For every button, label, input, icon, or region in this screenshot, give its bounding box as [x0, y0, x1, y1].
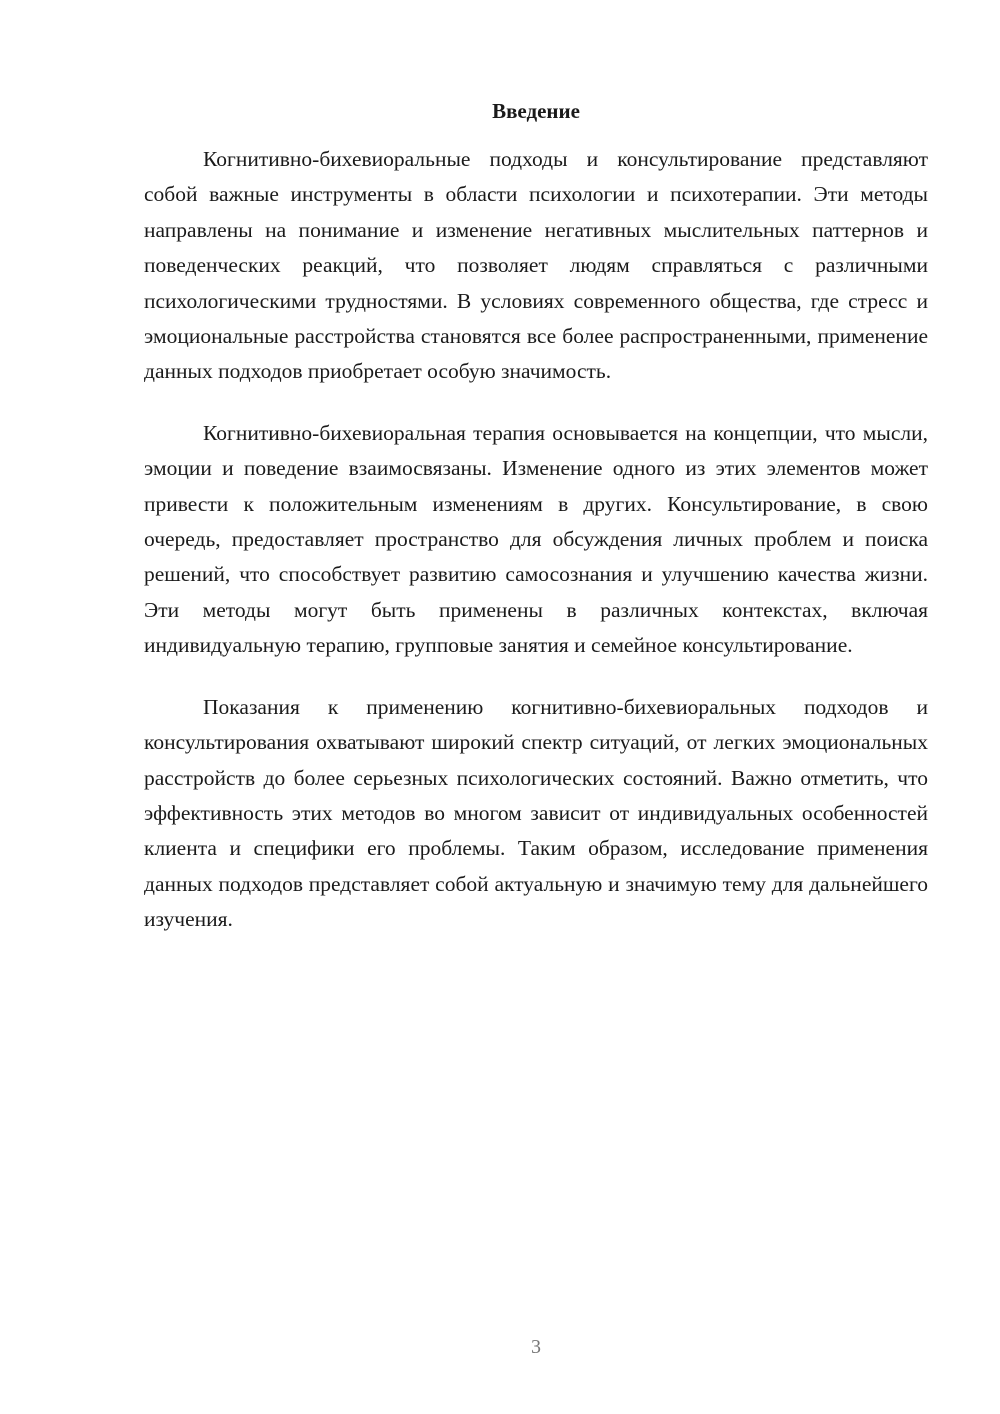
- paragraph-1: Когнитивно-бихевиоральные подходы и консультирование представляют собой важные инструменты в области психологии и психотерапии. Эти методы направлены на понимание и изменение негативных мыслительных паттернов и поведенческих реакций, что позволяет людям справляться с различными психологическими трудностями. В условиях современного общества, где стресс и эмоциональные расстройства становятся все более распространенными, применение данных подходов приобретает особую значимость.: [144, 147, 928, 384]
- body-text: [144, 142, 928, 964]
- page-number: 3: [531, 1336, 541, 1358]
- paragraph-3: Показания к применению когнитивно-бихевиоральных подходов и консультирования охватывают широкий спектр ситуаций, от легких эмоциональных расстройств до более серьезных психологических состояний. Важно отметить, что эффективность этих методов во многом зависит от индивидуальных особенностей клиента и специфики его проблемы. Таким образом, исследование применения данных подходов представляет собой актуальную и значимую тему для дальнейшего изучения.: [144, 694, 928, 932]
- paragraph-2: Когнитивно-бихевиоральная терапия основывается на концепции, что мысли, эмоции и поведение взаимосвязаны. Изменение одного из этих элементов может привести к положительным изменениям в других. Консультирование, в свою очередь, предоставляет пространство для обсуждения личных проблем и поиска решений, что способствует развитию самосознания и улучшению качества жизни. Эти методы могут быть применены в различных контекстах, включая индивидуальную терапию, групповые занятия и семейное консультирование.: [144, 420, 928, 658]
- section-heading: Введение: [492, 99, 580, 123]
